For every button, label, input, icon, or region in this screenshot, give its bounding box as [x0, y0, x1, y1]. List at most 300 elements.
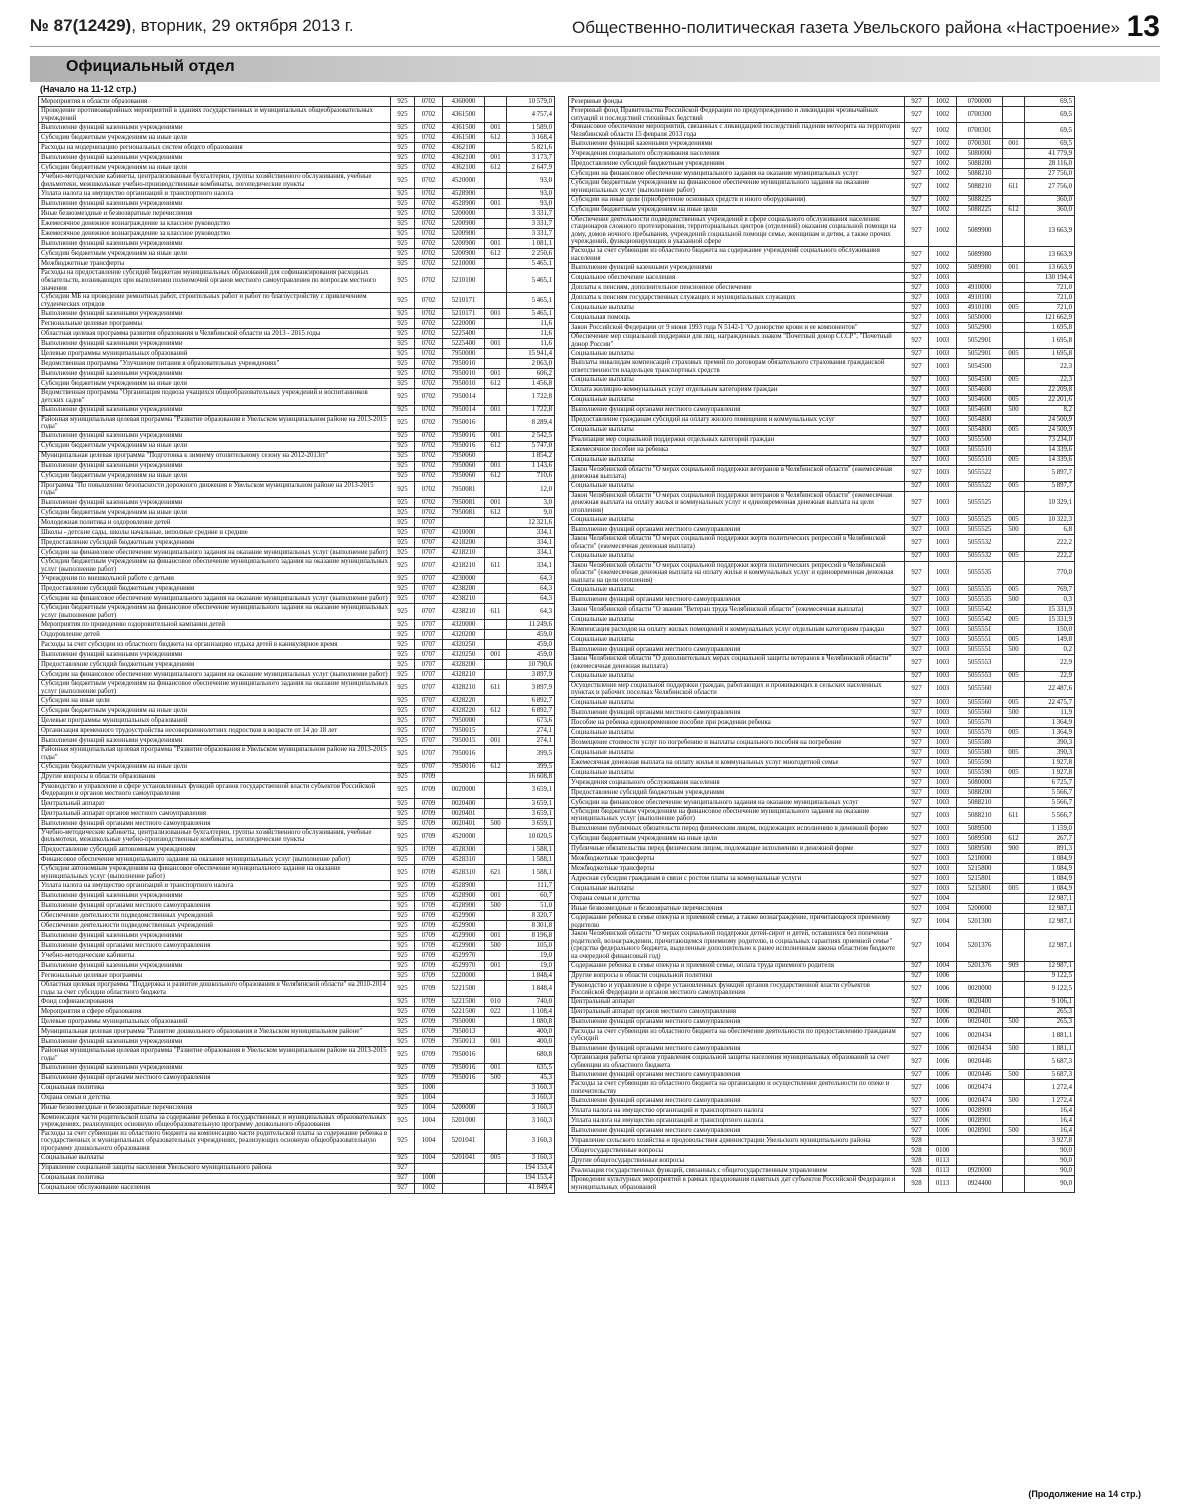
row-name: Уплата налога на имущество организаций и транспортного налога [39, 881, 391, 891]
expense-type-code: 001 [485, 461, 507, 471]
target-article-code: 5089900 [957, 215, 1003, 246]
target-article-code: 5089500 [957, 824, 1003, 834]
amount: 8 320,7 [507, 911, 555, 921]
expense-type-code [1003, 757, 1025, 767]
amount: 10 579,0 [507, 97, 555, 107]
amount: 3 331,7 [507, 219, 555, 229]
section-code: 1003 [929, 767, 957, 777]
row-name: Финансовое обеспечение мероприятий, связанных с ликвидацией последствий падения метеорита на территории Челябинской области 15 февраля 2013 года [569, 123, 905, 139]
amount: 22,3 [1025, 359, 1075, 375]
amount: 265,3 [1025, 1007, 1075, 1017]
section-code: 1003 [929, 359, 957, 375]
section-code: 0702 [415, 481, 443, 497]
section-code: 0702 [415, 461, 443, 471]
section-code: 1003 [929, 824, 957, 834]
expense-type-code: 500 [1003, 1096, 1025, 1106]
table-row [569, 169, 1075, 179]
ministry-code: 927 [905, 551, 929, 561]
target-article-code: 5055510 [957, 455, 1003, 465]
row-name: Закон Российской Федерации от 9 июня 1993 года N 5142-1 "О донорстве крови и ее компонентов" [569, 323, 905, 333]
amount: 673,6 [507, 716, 555, 726]
section-code: 1004 [929, 904, 957, 914]
ministry-code: 927 [905, 787, 929, 797]
row-name: Охрана семьи и детства [39, 1093, 391, 1103]
row-name: Субсидии бюджетным учреждениям на иные цели [39, 471, 391, 481]
target-article-code: 4210000 [443, 527, 485, 537]
row-name: Выполнение функций казенными учреждениями [39, 239, 391, 249]
table-row [569, 1043, 1075, 1053]
expense-type-code [1003, 854, 1025, 864]
ministry-code: 927 [905, 697, 929, 707]
section-code: 0709 [415, 951, 443, 961]
table-row [569, 864, 1075, 874]
amount: 8,2 [1025, 405, 1075, 415]
ministry-code: 925 [391, 1017, 415, 1027]
ministry-code: 927 [905, 149, 929, 159]
section-code: 0707 [415, 557, 443, 573]
row-name: Социальные выплаты [569, 697, 905, 707]
ministry-code: 925 [391, 451, 415, 461]
amount: 3 160,3 [507, 1153, 555, 1163]
ministry-code: 927 [905, 997, 929, 1007]
amount: 51,0 [507, 901, 555, 911]
expense-type-code [1003, 874, 1025, 884]
amount: 5 747,0 [507, 441, 555, 451]
table-row [39, 1129, 555, 1153]
ministry-code: 925 [391, 199, 415, 209]
ministry-code: 925 [391, 209, 415, 219]
amount: 6 892,7 [507, 706, 555, 716]
target-article-code: 5088210 [957, 179, 1003, 195]
table-row [569, 1096, 1075, 1106]
section-code: 0709 [415, 865, 443, 881]
table-row [569, 1116, 1075, 1126]
table-row [39, 189, 555, 199]
row-name: Выполнение функций казенными учреждениями [39, 650, 391, 660]
ministry-code: 925 [391, 123, 415, 133]
row-name: Пособие на ребенка единовременное пособие при рождении ребенка [569, 717, 905, 727]
amount: 399,5 [507, 762, 555, 772]
expense-type-code: 612 [485, 706, 507, 716]
section-code: 0113 [929, 1176, 957, 1192]
section-code: 0709 [415, 808, 443, 818]
amount: 22 475,7 [1025, 697, 1075, 707]
amount: 1 854,2 [507, 451, 555, 461]
row-name: Социальные выплаты [569, 455, 905, 465]
section-code: 0709 [415, 1047, 443, 1063]
section-code: 1003 [929, 551, 957, 561]
table-row [39, 369, 555, 379]
ministry-code: 927 [905, 767, 929, 777]
target-article-code: 5055535 [957, 561, 1003, 585]
table-row [569, 1126, 1075, 1136]
amount: 22 201,6 [1025, 395, 1075, 405]
target-article-code: 4360000 [443, 97, 485, 107]
expense-type-code [485, 798, 507, 808]
ministry-code: 925 [391, 219, 415, 229]
row-name: Расходы на предоставление субсидий бюджетам муниципальных образований для софинансирования расходных обязательств, возникающих при выполнении полномочий органов местного самоуправления по вопросам местного значения [39, 269, 391, 293]
ministry-code: 927 [905, 914, 929, 930]
section-code: 1002 [929, 139, 957, 149]
expense-type-code [1003, 333, 1025, 349]
ministry-code: 925 [391, 604, 415, 620]
row-name: Выполнение функций органами местного самоуправления [569, 405, 905, 415]
row-name: Расходы за счет субвенции из областного бюджета на обеспечение деятельности по предоставлению гражданам субсидий [569, 1027, 905, 1043]
target-article-code: 7950016 [443, 1047, 485, 1063]
target-article-code: 5055553 [957, 671, 1003, 681]
expense-type-code [1003, 1156, 1025, 1166]
target-article-code: 5055542 [957, 615, 1003, 625]
expense-type-code [1003, 681, 1025, 697]
ministry-code: 925 [391, 107, 415, 123]
expense-type-code [485, 1129, 507, 1153]
expense-type-code [1003, 1080, 1025, 1096]
target-article-code [443, 517, 485, 527]
table-row [39, 319, 555, 329]
expense-type-code [485, 696, 507, 706]
amount: 3 659,1 [507, 782, 555, 798]
expense-type-code: 612 [485, 471, 507, 481]
section-code: 1003 [929, 491, 957, 515]
expense-type-code [1003, 625, 1025, 635]
ministry-code: 927 [905, 395, 929, 405]
row-name: Мероприятия по проведению оздоровительной кампании детей [39, 620, 391, 630]
row-name: Субсидии на финансовое обеспечение муниципального задания на оказание муниципальных услуг [569, 169, 905, 179]
target-article-code: 5054800 [957, 425, 1003, 435]
amount: 2 063,0 [507, 359, 555, 369]
table-row [569, 904, 1075, 914]
section-code: 1004 [415, 1093, 443, 1103]
ministry-code: 927 [905, 1043, 929, 1053]
ministry-code: 925 [391, 921, 415, 931]
ministry-code: 925 [391, 1037, 415, 1047]
table-row [39, 249, 555, 259]
row-name: Выполнение функций органами местного самоуправления [39, 1073, 391, 1083]
row-name: Проведение противоаварийных мероприятий в зданиях государственных и муниципальных общеобразовательных учреждений [39, 107, 391, 123]
row-name: Субсидии на финансовое обеспечение муниципального задания на оказание муниципальных услуг [569, 797, 905, 807]
expense-type-code [1003, 445, 1025, 455]
amount: 891,3 [1025, 844, 1075, 854]
row-name: Субсидии на иные цели [39, 696, 391, 706]
row-name: Обеспечение деятельности подведомственных учреждений [39, 911, 391, 921]
target-article-code: 5210000 [957, 854, 1003, 864]
section-code: 0707 [415, 670, 443, 680]
section-code: 1002 [929, 195, 957, 205]
section-code: 1003 [929, 681, 957, 697]
section-code: 0709 [415, 971, 443, 981]
table-row [569, 359, 1075, 375]
target-article-code: 5089980 [957, 246, 1003, 262]
table-row [569, 1176, 1075, 1192]
expense-type-code: 005 [1003, 671, 1025, 681]
expense-type-code [485, 971, 507, 981]
section-code: 0707 [415, 604, 443, 620]
target-article-code: 0700301 [957, 139, 1003, 149]
amount: 635,5 [507, 1063, 555, 1073]
row-name: Субсидии бюджетным учреждениям на иные цели [39, 133, 391, 143]
target-article-code: 5201041 [443, 1129, 485, 1153]
target-article-code: 5052901 [957, 333, 1003, 349]
amount: 2 542,5 [507, 431, 555, 441]
ministry-code: 925 [391, 309, 415, 319]
row-name: Выполнение функций казенными учреждениями [39, 736, 391, 746]
section-code: 0709 [415, 828, 443, 844]
issue-info [30, 16, 354, 36]
target-article-code: 5088210 [957, 169, 1003, 179]
section-code: 1006 [929, 1126, 957, 1136]
amount: 3 160,3 [507, 1103, 555, 1113]
ministry-code: 925 [391, 481, 415, 497]
ministry-code: 925 [391, 461, 415, 471]
target-article-code: 5201376 [957, 961, 1003, 971]
row-name: Содержание ребенка в семье опекуна и приемной семье, а также вознаграждение, причитающееся приемному родителю [569, 914, 905, 930]
target-article-code: 5055570 [957, 717, 1003, 727]
row-name: Закон Челябинской области "О мерах социальной поддержки ветеранов в Челябинской области" (ежемесячная денежная выплата) [569, 465, 905, 481]
ministry-code: 925 [391, 640, 415, 650]
ministry-code: 927 [905, 1070, 929, 1080]
table-row [39, 209, 555, 219]
target-article-code: 5054500 [957, 359, 1003, 375]
row-name: Проведение культурных мероприятий в рамках празднования памятных дат субъектов Российской Федерации и муниципальных образований [569, 1176, 905, 1192]
amount: 16,4 [1025, 1126, 1075, 1136]
row-name: Учебно-методические кабинеты, централизованные бухгалтерии, группы хозяйственного обслуживания, учебные фильмотеки, межшкольные учебно-производственные комбинаты, логопедические пункты [39, 173, 391, 189]
amount: 5 465,1 [507, 293, 555, 309]
amount: 6,8 [1025, 525, 1075, 535]
row-name: Учебно-методические кабинеты, централизованные бухгалтерии, группы хозяйственного обслуживания, учебные фильмотеки, межшкольные учебно-производственные комбинаты, логопедические пункты [39, 828, 391, 844]
section-code: 0702 [415, 431, 443, 441]
section-code: 1003 [929, 854, 957, 864]
table-row [569, 1070, 1075, 1080]
row-name: Выполнение функций казенными учреждениями [39, 891, 391, 901]
expense-type-code [1003, 894, 1025, 904]
expense-type-code [485, 746, 507, 762]
expense-type-code [485, 630, 507, 640]
ministry-code: 927 [905, 1080, 929, 1096]
row-name: Закон Челябинской области "О мерах социальной поддержки жертв политических репрессий в Челябинской области" (ежемесячная денежная выплата на оплату жилья и коммунальных услуг и единовременная денежная выплата на цели отопления) [569, 561, 905, 585]
row-name: Выполнение функций казенными учреждениями [39, 309, 391, 319]
amount: 1 881,1 [1025, 1043, 1075, 1053]
expense-type-code: 500 [1003, 405, 1025, 415]
section-code: 1000 [415, 1083, 443, 1093]
ministry-code: 927 [905, 333, 929, 349]
ministry-code: 927 [905, 375, 929, 385]
section-code: 0702 [415, 163, 443, 173]
row-name: Выплаты инвалидам компенсаций страховых премий по договорам обязательного страхования гражданской ответственности владельцев транспортных средств [569, 359, 905, 375]
expense-type-code [1003, 1166, 1025, 1176]
amount: 334,1 [507, 537, 555, 547]
table-row [39, 716, 555, 726]
expense-type-code: 005 [1003, 375, 1025, 385]
amount: 2 647,9 [507, 163, 555, 173]
section-code: 1004 [929, 914, 957, 930]
ministry-code: 927 [905, 1017, 929, 1027]
row-name: Социальная помощь [569, 313, 905, 323]
table-row [39, 259, 555, 269]
section-code: 1003 [929, 333, 957, 349]
ministry-code: 925 [391, 971, 415, 981]
table-row [569, 997, 1075, 1007]
section-code: 0707 [415, 620, 443, 630]
expense-type-code [1003, 491, 1025, 515]
target-article-code: 0020400 [957, 997, 1003, 1007]
table-row [39, 497, 555, 507]
section-code: 1003 [929, 455, 957, 465]
ministry-code: 927 [905, 445, 929, 455]
table-row [569, 561, 1075, 585]
expense-type-code [1003, 1106, 1025, 1116]
target-article-code: 4529900 [443, 941, 485, 951]
ministry-code: 925 [391, 594, 415, 604]
ministry-code: 925 [391, 431, 415, 441]
ministry-code: 927 [905, 1027, 929, 1043]
target-article-code: 7950016 [443, 1073, 485, 1083]
target-article-code: 0924400 [957, 1176, 1003, 1192]
expense-type-code [1003, 123, 1025, 139]
amount: 222,2 [1025, 535, 1075, 551]
ministry-code: 927 [905, 834, 929, 844]
section-code: 1006 [929, 1053, 957, 1069]
target-article-code: 4238210 [443, 604, 485, 620]
amount: 15 941,4 [507, 349, 555, 359]
amount: 90,0 [1025, 1146, 1075, 1156]
table-row [39, 696, 555, 706]
target-article-code: 7950016 [443, 415, 485, 431]
section-code: 1003 [929, 645, 957, 655]
ministry-code: 925 [391, 249, 415, 259]
section-code: 1006 [929, 1070, 957, 1080]
expense-type-code [485, 229, 507, 239]
ministry-code: 925 [391, 1083, 415, 1093]
amount: 5 687,3 [1025, 1053, 1075, 1069]
ministry-code: 925 [391, 319, 415, 329]
ministry-code: 928 [905, 1136, 929, 1146]
section-code: 0702 [415, 219, 443, 229]
amount: 111,7 [507, 881, 555, 891]
section-code: 1003 [929, 515, 957, 525]
amount: 90,0 [1025, 1176, 1075, 1192]
expense-type-code: 001 [485, 891, 507, 901]
table-row [569, 884, 1075, 894]
expense-type-code: 005 [1003, 425, 1025, 435]
table-row [569, 635, 1075, 645]
target-article-code: 4520000 [443, 173, 485, 189]
target-article-code: 5215801 [957, 874, 1003, 884]
row-name: Предоставление субсидий бюджетным учреждениям [569, 159, 905, 169]
expense-type-code [485, 527, 507, 537]
section-code: 0709 [415, 1007, 443, 1017]
row-name: Реализация мер социальной поддержки отдельных категорий граждан [569, 435, 905, 445]
row-name: Выполнение функций органами местного самоуправления [569, 1126, 905, 1136]
ministry-code: 925 [391, 620, 415, 630]
target-article-code: 7950016 [443, 762, 485, 772]
expense-type-code [1003, 1176, 1025, 1192]
ministry-code: 927 [905, 535, 929, 551]
row-name: Субсидии бюджетным учреждениям на финансовое обеспечение муниципального задания на оказание муниципальных услуг (выполнение работ) [39, 604, 391, 620]
amount: 740,0 [507, 997, 555, 1007]
table-row [569, 535, 1075, 551]
table-row [569, 415, 1075, 425]
section-code: 1003 [929, 615, 957, 625]
target-article-code: 5200900 [443, 219, 485, 229]
amount: 267,7 [1025, 834, 1075, 844]
target-article-code: 0028901 [957, 1126, 1003, 1136]
target-article-code: 5055560 [957, 681, 1003, 697]
row-name: Социальные выплаты [569, 551, 905, 561]
expense-type-code [1003, 787, 1025, 797]
ministry-code: 925 [391, 911, 415, 921]
expense-type-code [1003, 195, 1025, 205]
section-code: 0707 [415, 706, 443, 716]
target-article-code: 0020401 [443, 808, 485, 818]
table-row [39, 1017, 555, 1027]
amount: 3 160,3 [507, 1093, 555, 1103]
ministry-code: 925 [391, 269, 415, 293]
section-code: 0702 [415, 339, 443, 349]
expense-type-code [1003, 971, 1025, 981]
row-name: Выполнение функций казенными учреждениями [39, 199, 391, 209]
row-name: Выполнение функций органами местного самоуправления [569, 595, 905, 605]
table-row [39, 329, 555, 339]
table-row [569, 435, 1075, 445]
target-article-code: 4362100 [443, 153, 485, 163]
target-article-code: 4328210 [443, 670, 485, 680]
section-code: 1004 [929, 930, 957, 961]
amount: 1 588,1 [507, 855, 555, 865]
section-code: 0707 [415, 584, 443, 594]
table-row [569, 313, 1075, 323]
section-code: 1003 [929, 655, 957, 671]
expense-type-code [485, 1027, 507, 1037]
ministry-code: 925 [391, 941, 415, 951]
table-row [39, 1007, 555, 1017]
table-row [39, 451, 555, 461]
amount: 334,1 [507, 527, 555, 537]
expense-type-code [485, 726, 507, 736]
table-row [569, 625, 1075, 635]
table-row [39, 537, 555, 547]
target-article-code: 5089500 [957, 844, 1003, 854]
target-article-code: 5089980 [957, 263, 1003, 273]
table-row [39, 584, 555, 594]
expense-type-code [485, 219, 507, 229]
expense-type-code [1003, 359, 1025, 375]
amount: 5 566,7 [1025, 797, 1075, 807]
row-name: Субсидии бюджетным учреждениям на иные цели [39, 762, 391, 772]
expense-type-code: 909 [1003, 961, 1025, 971]
table-row [569, 595, 1075, 605]
target-article-code: 4529970 [443, 951, 485, 961]
section-code: 0709 [415, 782, 443, 798]
row-name: Руководство и управление в сфере установленных функций органов государственной власти субъектов Российской Федерации и органов местного самоуправления [39, 782, 391, 798]
table-row [569, 914, 1075, 930]
table-row [569, 263, 1075, 273]
amount: 1 084,9 [1025, 874, 1075, 884]
target-article-code: 7950014 [443, 405, 485, 415]
row-name: Выполнение функций казенными учреждениями [39, 1063, 391, 1073]
amount: 3 160,3 [507, 1129, 555, 1153]
row-name: Финансовое обеспечение муниципального задания на оказание муниципальных услуг (выполнение работ) [39, 855, 391, 865]
table-row [39, 547, 555, 557]
ministry-code: 927 [905, 263, 929, 273]
target-article-code: 5088210 [957, 807, 1003, 823]
row-name: Управление социальной защиты населения Увельского муниципального района [39, 1163, 391, 1173]
target-article-code: 4529900 [443, 911, 485, 921]
table-row [39, 431, 555, 441]
amount: 0,3 [1025, 595, 1075, 605]
section-code: 0702 [415, 239, 443, 249]
amount: 45,3 [507, 1073, 555, 1083]
ministry-code: 925 [391, 349, 415, 359]
